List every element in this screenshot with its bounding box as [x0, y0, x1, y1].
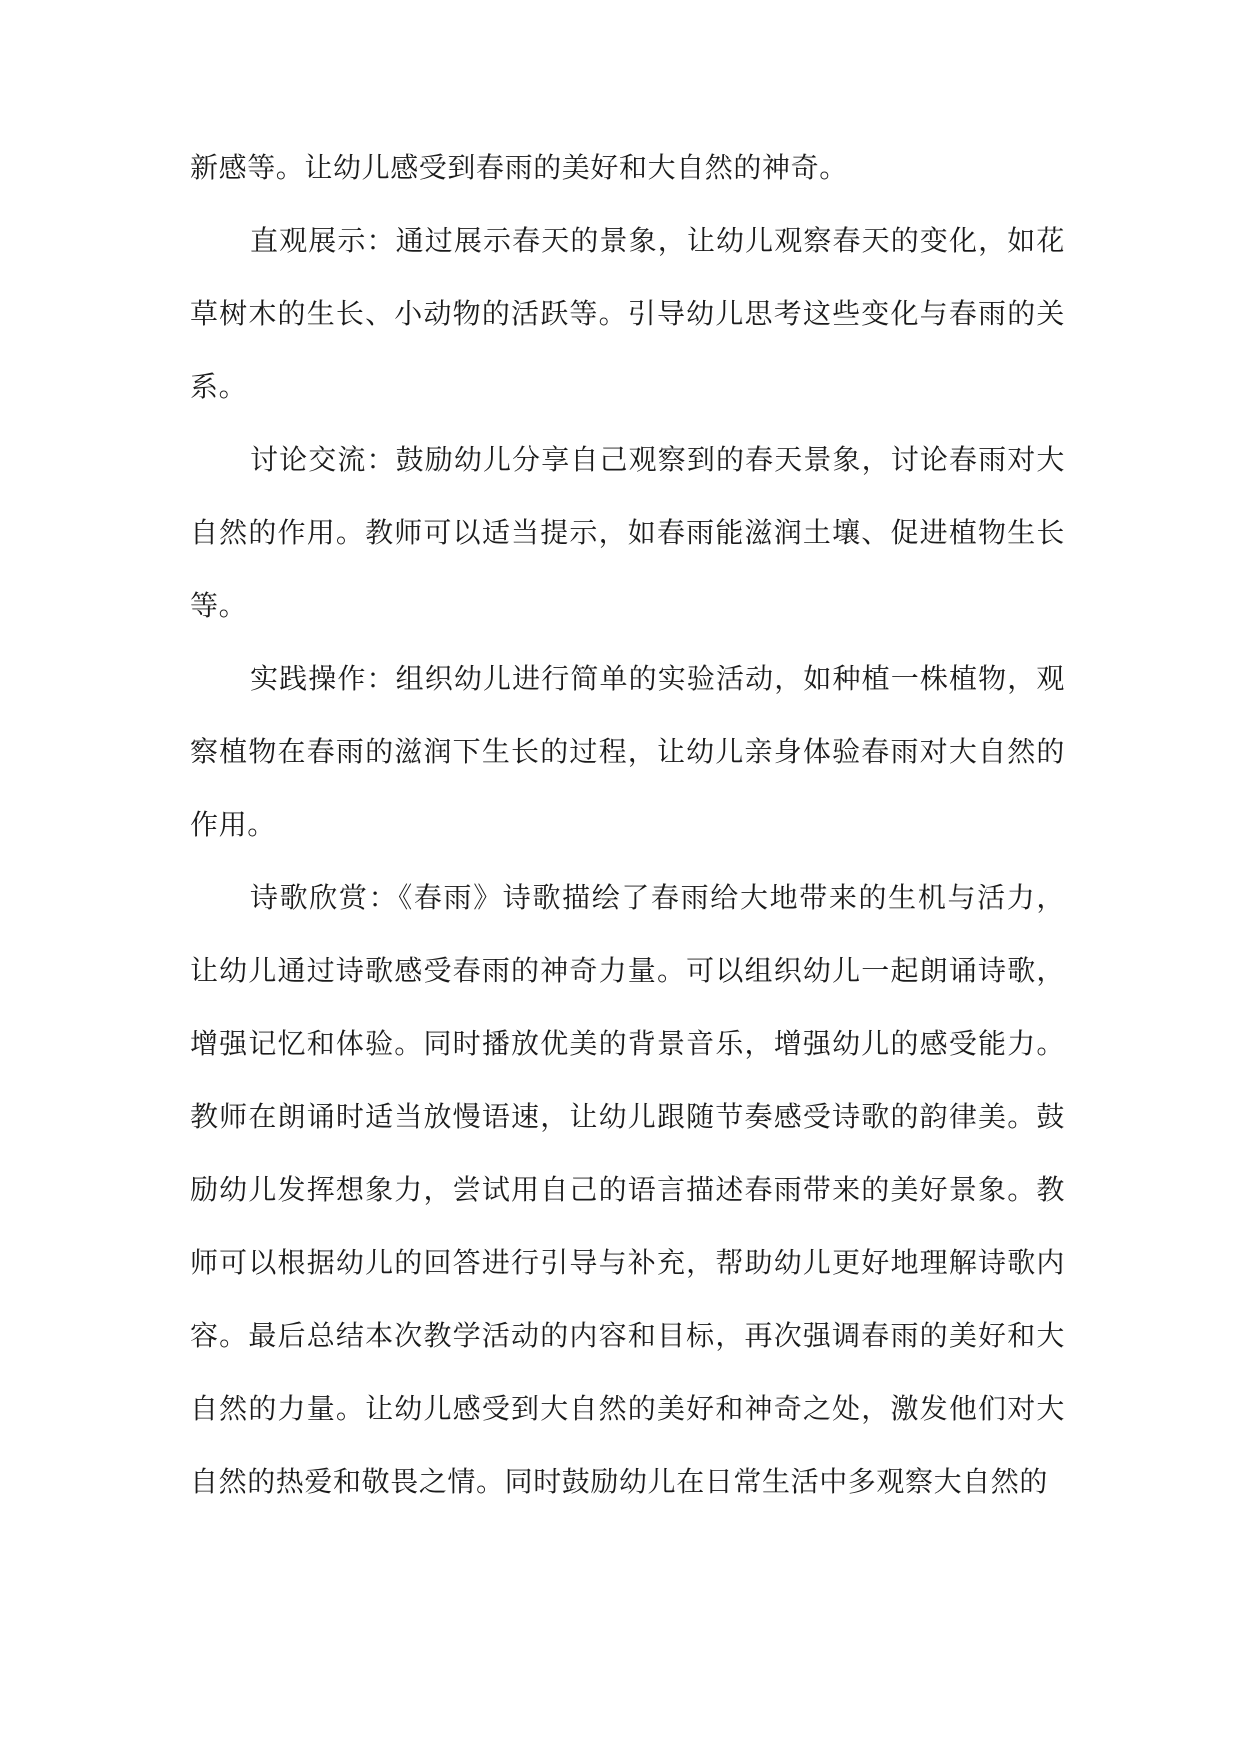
paragraph-poetry-appreciation: 诗歌欣赏：《春雨》诗歌描绘了春雨给大地带来的生机与活力，让幼儿通过诗歌感受春雨的神奇力量。可以组织幼儿一起朗诵诗歌，增强记忆和体验。同时播放优美的背景音乐，增强幼儿的感受能力。教师在朗诵时适当放慢语速，让幼儿跟随节奏感受诗歌的韵律美。鼓励幼儿发挥想象力，尝试用自己的语言描述春雨带来的美好景象。教师可以根据幼儿的回答进行引导与补充，帮助幼儿更好地理解诗歌内容。最后总结本次教学活动的内容和目标，再次强调春雨的美好和大自然的力量。让幼儿感受到大自然的美好和神奇之处，激发他们对大自然的热爱和敬畏之情。同时鼓励幼儿在日常生活中多观察大自然的 — [190, 881, 1065, 1498]
document-body — [190, 131, 1065, 1518]
paragraph-continuation: 新感等。让幼儿感受到春雨的美好和大自然的神奇。 — [190, 151, 848, 184]
paragraph-discussion: 讨论交流：鼓励幼儿分享自己观察到的春天景象，讨论春雨对大自然的作用。教师可以适当提示，如春雨能滋润土壤、促进植物生长等。 — [190, 443, 1065, 622]
paragraph-practice: 实践操作：组织幼儿进行简单的实验活动，如种植一株植物，观察植物在春雨的滋润下生长的过程，让幼儿亲身体验春雨对大自然的作用。 — [190, 662, 1065, 841]
paragraph-visual-display: 直观展示：通过展示春天的景象，让幼儿观察春天的变化，如花草树木的生长、小动物的活跃等。引导幼儿思考这些变化与春雨的关系。 — [190, 224, 1065, 403]
